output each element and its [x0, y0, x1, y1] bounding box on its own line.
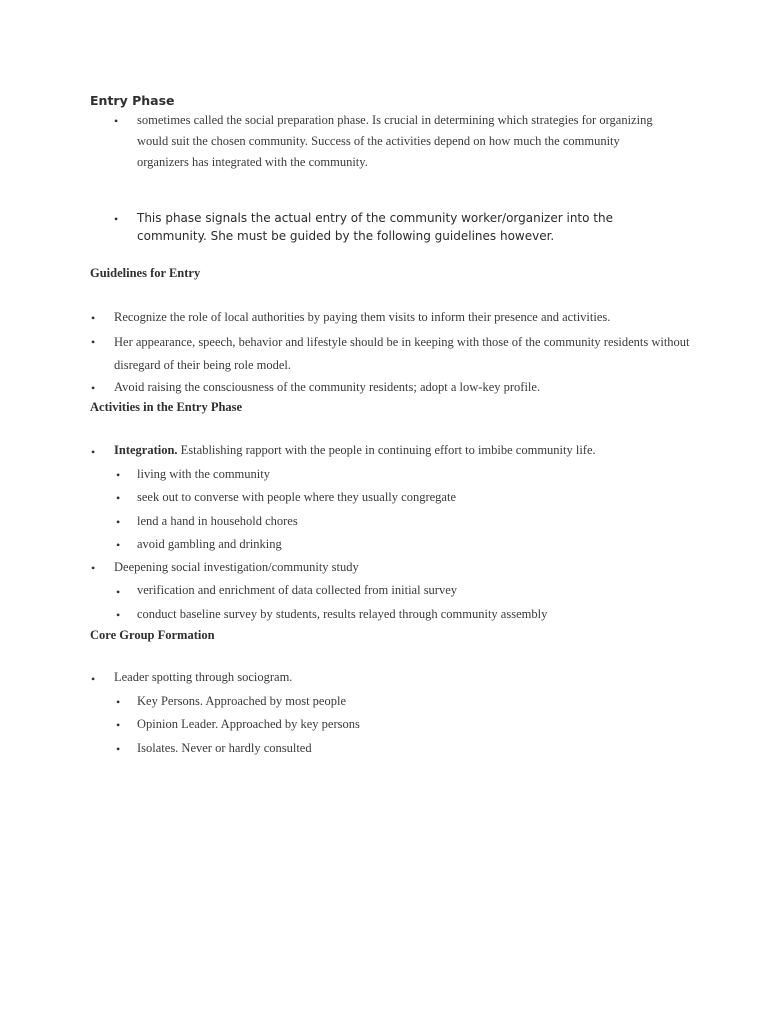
integration-item [114, 443, 734, 458]
bullet-icon: • [91, 381, 96, 395]
bullet-icon: • [116, 491, 121, 505]
deepening-sub-item: verification and enrichment of data collected from initial survey [137, 583, 458, 597]
heading-activities: Activities in the Entry Phase [90, 400, 243, 414]
entry-paragraph-2: This phase signals the actual entry of the community worker/organizer into the community. She must be guided by the following guidelines however. [137, 211, 613, 243]
integration-sub-item: living with the community [137, 467, 270, 481]
bullet-icon: • [114, 114, 119, 128]
guideline-item: Avoid raising the consciousness of the community residents; adopt a low-key profile. [114, 380, 541, 394]
bullet-icon: • [91, 311, 96, 325]
leader-item: Leader spotting through sociogram. [114, 670, 293, 684]
bullet-icon: • [116, 742, 121, 756]
deepening-sub-item: conduct baseline survey by students, results relayed through community assembly [137, 607, 548, 621]
bullet-icon: • [91, 561, 96, 575]
bullet-icon: • [116, 538, 121, 552]
bullet-icon: • [116, 515, 121, 529]
bullet-icon: • [116, 608, 121, 622]
guideline-item: Recognize the role of local authorities by paying them visits to inform their presence and activities. [114, 310, 611, 324]
bullet-icon: • [114, 212, 119, 226]
leader-sub-item: Opinion Leader. Approached by key persons [137, 717, 360, 731]
bullet-icon: • [116, 718, 121, 732]
heading-entry-phase: Entry Phase [90, 93, 175, 108]
bullet-icon: • [116, 695, 121, 709]
bullet-icon: • [91, 445, 96, 459]
heading-core-group: Core Group Formation [90, 628, 215, 642]
leader-sub-item: Isolates. Never or hardly consulted [137, 741, 312, 755]
bullet-icon: • [91, 335, 96, 349]
bullet-icon: • [116, 585, 121, 599]
integration-label: Integration. [114, 443, 178, 457]
leader-sub-item: Key Persons. Approached by most people [137, 694, 346, 708]
bullet-icon: • [91, 672, 96, 686]
guideline-item: Her appearance, speech, behavior and lifestyle should be in keeping with those of the community residents without disregard of their being role model. [114, 335, 690, 372]
integration-sub-item: lend a hand in household chores [137, 514, 298, 528]
integration-sub-item: seek out to converse with people where they usually congregate [137, 490, 456, 504]
bullet-icon: • [116, 468, 121, 482]
integration-sub-item: avoid gambling and drinking [137, 537, 282, 551]
integration-text: Establishing rapport with the people in continuing effort to imbibe community life. [177, 443, 596, 457]
deepening-item: Deepening social investigation/community study [114, 560, 359, 574]
entry-paragraph-1: sometimes called the social preparation phase. Is crucial in determining which strategies for organizing would suit the chosen community. Success of the activities depend on how much the community organizers has integrated with the community. [137, 113, 653, 169]
heading-guidelines: Guidelines for Entry [90, 266, 201, 280]
